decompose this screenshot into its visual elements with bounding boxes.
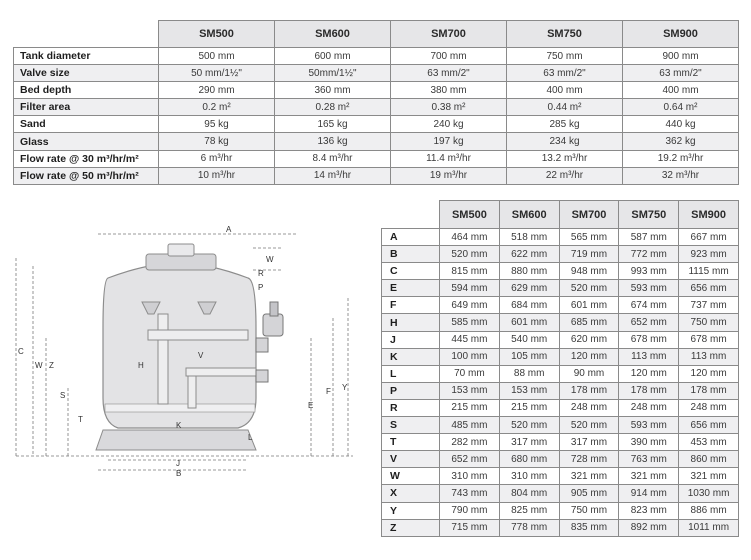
spec-corner-cell xyxy=(14,21,159,48)
dim-row-value: 993 mm xyxy=(619,263,679,280)
label-r: R xyxy=(258,269,264,278)
dim-row-label: A xyxy=(382,229,440,246)
dim-row-value: 622 mm xyxy=(499,246,559,263)
label-l: L xyxy=(248,433,253,442)
dim-row-label: K xyxy=(382,348,440,365)
dim-row-value: 678 mm xyxy=(619,331,679,348)
spec-row-value: 19 m³/hr xyxy=(391,167,507,184)
spec-row xyxy=(14,133,739,150)
dim-row-value: 587 mm xyxy=(619,229,679,246)
dim-row-value: 390 mm xyxy=(619,434,679,451)
spec-model-header: SM700 xyxy=(391,21,507,48)
dim-row-label: P xyxy=(382,382,440,399)
dim-row-value: 772 mm xyxy=(619,246,679,263)
spec-row-label: Filter area xyxy=(14,99,159,116)
dim-row xyxy=(382,451,739,468)
dim-row-label: L xyxy=(382,365,440,382)
spec-row-value: 360 mm xyxy=(275,82,391,99)
dim-row-value: 540 mm xyxy=(499,331,559,348)
dim-row xyxy=(382,280,739,297)
dim-row-value: 656 mm xyxy=(679,417,739,434)
spec-row-value: 11.4 m³/hr xyxy=(391,150,507,167)
label-w: W xyxy=(266,255,274,264)
dim-row-value: 445 mm xyxy=(440,331,500,348)
dim-header-row xyxy=(382,201,739,229)
dim-row-label: R xyxy=(382,399,440,416)
dim-row-value: 485 mm xyxy=(440,417,500,434)
dim-row-value: 823 mm xyxy=(619,502,679,519)
dim-row-value: 120 mm xyxy=(559,348,619,365)
label-z: Z xyxy=(49,361,54,370)
dim-row-value: 674 mm xyxy=(619,297,679,314)
label-x: W xyxy=(35,361,43,370)
spec-row xyxy=(14,167,739,184)
dim-row-value: 453 mm xyxy=(679,434,739,451)
dim-row-value: 100 mm xyxy=(440,348,500,365)
dim-model-header: SM500 xyxy=(440,201,500,229)
spec-row-label: Valve size xyxy=(14,65,159,82)
spec-row-label: Tank diameter xyxy=(14,48,159,65)
spec-row-value: 440 kg xyxy=(623,116,739,133)
dim-row-value: 860 mm xyxy=(679,451,739,468)
spec-row-value: 0.38 m² xyxy=(391,99,507,116)
spec-row-value: 240 kg xyxy=(391,116,507,133)
dim-row xyxy=(382,382,739,399)
dim-row-value: 815 mm xyxy=(440,263,500,280)
spec-header-row xyxy=(14,21,739,48)
spec-row-value: 6 m³/hr xyxy=(159,150,275,167)
dim-row-value: 680 mm xyxy=(499,451,559,468)
spec-row xyxy=(14,65,739,82)
dim-row-value: 113 mm xyxy=(619,348,679,365)
spec-row-value: 234 kg xyxy=(507,133,623,150)
spec-row-value: 19.2 m³/hr xyxy=(623,150,739,167)
spec-row-label: Flow rate @ 50 m³/hr/m² xyxy=(14,167,159,184)
label-s: S xyxy=(60,391,66,400)
spec-row-value: 95 kg xyxy=(159,116,275,133)
dim-row-value: 719 mm xyxy=(559,246,619,263)
dim-row-label: S xyxy=(382,417,440,434)
drain-port xyxy=(256,370,268,382)
spec-row-label: Bed depth xyxy=(14,82,159,99)
dim-row-value: 120 mm xyxy=(679,365,739,382)
dim-model-header: SM700 xyxy=(559,201,619,229)
dim-row-value: 248 mm xyxy=(679,399,739,416)
dim-row-value: 565 mm xyxy=(559,229,619,246)
dim-row-value: 804 mm xyxy=(499,485,559,502)
label-e: E xyxy=(308,401,314,410)
spec-row-value: 362 kg xyxy=(623,133,739,150)
dim-row-value: 321 mm xyxy=(559,468,619,485)
dim-row-value: 886 mm xyxy=(679,502,739,519)
tank-body xyxy=(103,263,256,428)
dim-row-value: 905 mm xyxy=(559,485,619,502)
spec-model-header: SM500 xyxy=(159,21,275,48)
dim-row-label: J xyxy=(382,331,440,348)
spec-row-value: 500 mm xyxy=(159,48,275,65)
dim-row-value: 620 mm xyxy=(559,331,619,348)
dim-row-value: 321 mm xyxy=(679,468,739,485)
dim-corner-cell xyxy=(382,201,440,229)
spec-row-value: 63 mm/2" xyxy=(507,65,623,82)
dim-row-value: 743 mm xyxy=(440,485,500,502)
spec-row-value: 50mm/1½" xyxy=(275,65,391,82)
label-j: J xyxy=(176,459,180,468)
dim-row xyxy=(382,246,739,263)
dim-row-label: F xyxy=(382,297,440,314)
spec-row-value: 165 kg xyxy=(275,116,391,133)
dim-row-value: 1115 mm xyxy=(679,263,739,280)
dim-row-value: 601 mm xyxy=(499,314,559,331)
label-p: P xyxy=(258,283,264,292)
dim-row-label: Y xyxy=(382,502,440,519)
label-y: Y xyxy=(342,383,348,392)
valve-handle xyxy=(270,302,278,316)
dim-row-value: 778 mm xyxy=(499,519,559,536)
dim-row-value: 1011 mm xyxy=(679,519,739,536)
dim-row-value: 685 mm xyxy=(559,314,619,331)
laterals-band xyxy=(105,404,255,412)
spec-row-value: 197 kg xyxy=(391,133,507,150)
dim-row xyxy=(382,263,739,280)
dim-row-value: 88 mm xyxy=(499,365,559,382)
dim-row-value: 178 mm xyxy=(619,382,679,399)
dim-row-value: 923 mm xyxy=(679,246,739,263)
multiport-valve xyxy=(263,314,283,336)
dim-row-value: 518 mm xyxy=(499,229,559,246)
dim-model-header: SM750 xyxy=(619,201,679,229)
spec-row-value: 285 kg xyxy=(507,116,623,133)
filter-dimension-diagram xyxy=(8,218,372,552)
dim-row-value: 750 mm xyxy=(679,314,739,331)
spec-row-value: 900 mm xyxy=(623,48,739,65)
dim-row xyxy=(382,297,739,314)
dim-row-value: 282 mm xyxy=(440,434,500,451)
dim-row-label: X xyxy=(382,485,440,502)
dim-row-value: 105 mm xyxy=(499,348,559,365)
spec-row xyxy=(14,116,739,133)
spec-row-value: 400 mm xyxy=(623,82,739,99)
dim-row xyxy=(382,502,739,519)
dim-row-value: 120 mm xyxy=(619,365,679,382)
dim-row-value: 310 mm xyxy=(440,468,500,485)
spec-row xyxy=(14,99,739,116)
spec-row-value: 380 mm xyxy=(391,82,507,99)
label-a: A xyxy=(226,225,232,234)
dim-row-value: 601 mm xyxy=(559,297,619,314)
dim-row-value: 825 mm xyxy=(499,502,559,519)
label-v: V xyxy=(198,351,204,360)
dim-row-value: 178 mm xyxy=(679,382,739,399)
dim-row-value: 310 mm xyxy=(499,468,559,485)
dim-row-value: 750 mm xyxy=(559,502,619,519)
dim-row-value: 90 mm xyxy=(559,365,619,382)
dim-row xyxy=(382,485,739,502)
dim-row-value: 678 mm xyxy=(679,331,739,348)
dim-row-value: 153 mm xyxy=(499,382,559,399)
dim-row-value: 113 mm xyxy=(679,348,739,365)
dim-row-value: 656 mm xyxy=(679,280,739,297)
spec-row-value: 22 m³/hr xyxy=(507,167,623,184)
spec-row-value: 78 kg xyxy=(159,133,275,150)
dim-row-value: 667 mm xyxy=(679,229,739,246)
spec-row-value: 600 mm xyxy=(275,48,391,65)
spec-row-value: 290 mm xyxy=(159,82,275,99)
dim-row-value: 948 mm xyxy=(559,263,619,280)
dim-row-value: 649 mm xyxy=(440,297,500,314)
spec-row-value: 14 m³/hr xyxy=(275,167,391,184)
label-t: T xyxy=(78,415,83,424)
dim-row-value: 594 mm xyxy=(440,280,500,297)
spec-model-header: SM600 xyxy=(275,21,391,48)
label-b: B xyxy=(176,469,182,478)
specification-table xyxy=(13,20,739,185)
dim-row-value: 790 mm xyxy=(440,502,500,519)
dim-row xyxy=(382,229,739,246)
tank-base xyxy=(96,430,256,450)
dim-row xyxy=(382,434,739,451)
dim-row-value: 652 mm xyxy=(619,314,679,331)
dim-row-value: 914 mm xyxy=(619,485,679,502)
spec-row-label: Glass xyxy=(14,133,159,150)
dim-row xyxy=(382,417,739,434)
spec-row xyxy=(14,82,739,99)
spec-row xyxy=(14,48,739,65)
label-h: H xyxy=(138,361,144,370)
dim-row-value: 520 mm xyxy=(559,280,619,297)
valve-port xyxy=(256,338,268,352)
dim-model-header: SM600 xyxy=(499,201,559,229)
dim-row-label: B xyxy=(382,246,440,263)
dim-row-value: 737 mm xyxy=(679,297,739,314)
dim-row-value: 652 mm xyxy=(440,451,500,468)
spec-row-value: 32 m³/hr xyxy=(623,167,739,184)
dim-row-value: 215 mm xyxy=(440,399,500,416)
dim-model-header: SM900 xyxy=(679,201,739,229)
dim-row xyxy=(382,314,739,331)
dim-row-label: Z xyxy=(382,519,440,536)
spec-row-value: 8.4 m³/hr xyxy=(275,150,391,167)
dim-row-value: 728 mm xyxy=(559,451,619,468)
spec-row-value: 10 m³/hr xyxy=(159,167,275,184)
dim-row-value: 317 mm xyxy=(499,434,559,451)
dim-row xyxy=(382,348,739,365)
dim-row-value: 1030 mm xyxy=(679,485,739,502)
dim-row-value: 520 mm xyxy=(499,417,559,434)
spec-row-value: 0.44 m² xyxy=(507,99,623,116)
dim-row xyxy=(382,468,739,485)
spec-row-value: 63 mm/2" xyxy=(391,65,507,82)
spec-row-value: 63 mm/2" xyxy=(623,65,739,82)
dim-row-value: 153 mm xyxy=(440,382,500,399)
spec-row-label: Sand xyxy=(14,116,159,133)
dim-row-value: 585 mm xyxy=(440,314,500,331)
dim-row-label: E xyxy=(382,280,440,297)
dim-row-value: 593 mm xyxy=(619,280,679,297)
dim-row-value: 321 mm xyxy=(619,468,679,485)
label-f: F xyxy=(326,387,331,396)
dim-row-label: W xyxy=(382,468,440,485)
dim-row-value: 215 mm xyxy=(499,399,559,416)
dim-row-value: 520 mm xyxy=(440,246,500,263)
dim-row-value: 835 mm xyxy=(559,519,619,536)
spec-model-header: SM900 xyxy=(623,21,739,48)
dim-row xyxy=(382,365,739,382)
dim-row-label: C xyxy=(382,263,440,280)
spec-row-value: 0.2 m² xyxy=(159,99,275,116)
dim-row-value: 892 mm xyxy=(619,519,679,536)
spec-row-label: Flow rate @ 30 m³/hr/m² xyxy=(14,150,159,167)
spec-row-value: 0.28 m² xyxy=(275,99,391,116)
spec-row-value: 50 mm/1½" xyxy=(159,65,275,82)
dim-row-value: 593 mm xyxy=(619,417,679,434)
dim-row xyxy=(382,399,739,416)
label-k: K xyxy=(176,421,182,430)
dim-row-value: 880 mm xyxy=(499,263,559,280)
label-c: C xyxy=(18,347,24,356)
dim-row xyxy=(382,331,739,348)
spec-row-value: 400 mm xyxy=(507,82,623,99)
dim-row-value: 715 mm xyxy=(440,519,500,536)
spec-model-header: SM750 xyxy=(507,21,623,48)
dim-row-value: 464 mm xyxy=(440,229,500,246)
dim-row-value: 520 mm xyxy=(559,417,619,434)
spec-row-value: 700 mm xyxy=(391,48,507,65)
spec-row-value: 0.64 m² xyxy=(623,99,739,116)
dim-row-value: 763 mm xyxy=(619,451,679,468)
dim-row-label: T xyxy=(382,434,440,451)
dim-row-value: 317 mm xyxy=(559,434,619,451)
spec-row-value: 13.2 m³/hr xyxy=(507,150,623,167)
dim-row-value: 248 mm xyxy=(559,399,619,416)
dim-row-value: 248 mm xyxy=(619,399,679,416)
spec-row xyxy=(14,150,739,167)
dimensions-table xyxy=(381,200,739,537)
spec-row-value: 750 mm xyxy=(507,48,623,65)
dim-row-value: 684 mm xyxy=(499,297,559,314)
dim-row-label: H xyxy=(382,314,440,331)
dim-row-label: V xyxy=(382,451,440,468)
lid-handle xyxy=(168,244,194,256)
dim-row xyxy=(382,519,739,536)
spec-row-value: 136 kg xyxy=(275,133,391,150)
dim-row-value: 70 mm xyxy=(440,365,500,382)
dim-row-value: 178 mm xyxy=(559,382,619,399)
dim-row-value: 629 mm xyxy=(499,280,559,297)
